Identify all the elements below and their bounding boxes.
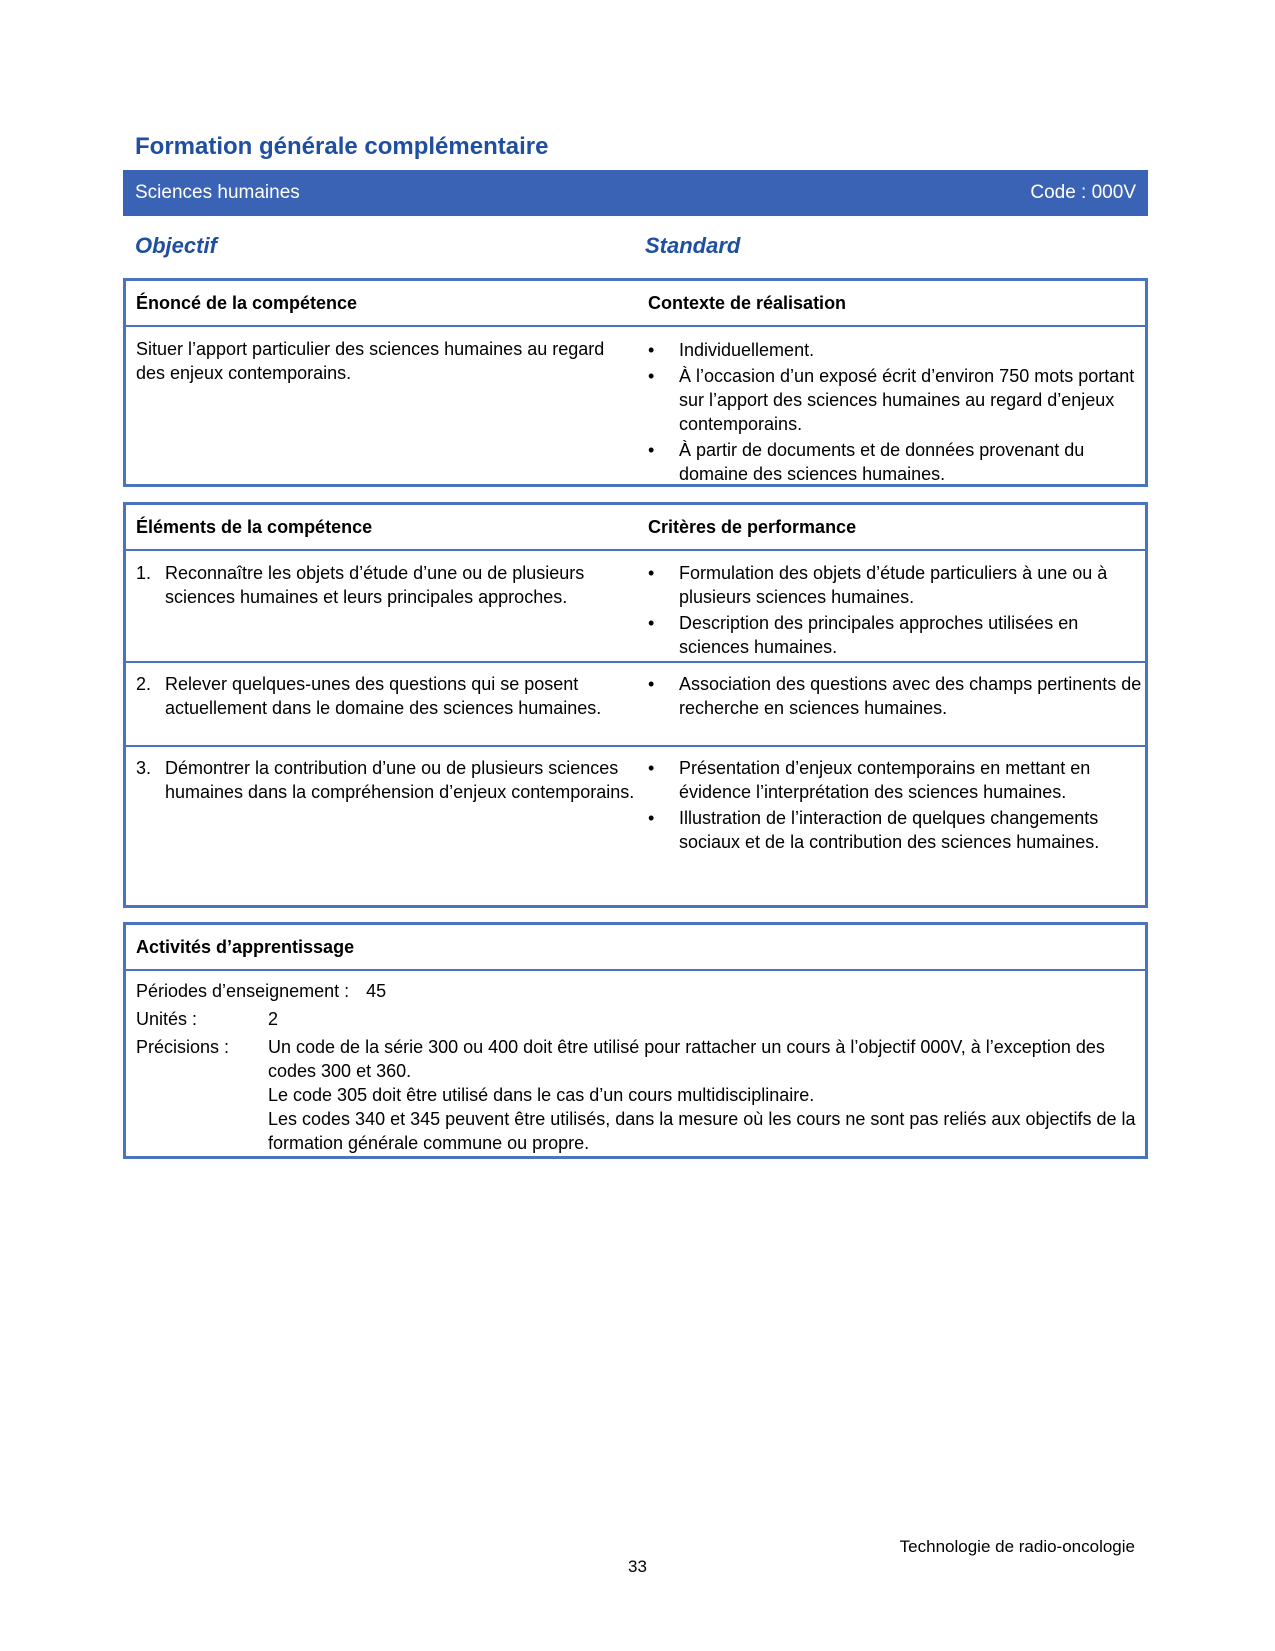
criteria-list	[648, 756, 1143, 854]
precision-item: Un code de la série 300 ou 400 doit être utilisé pour rattacher un cours à l’objectif 000V, à l’exception des codes 300 et 360.	[268, 1037, 1105, 1081]
bullet-icon: •	[648, 674, 655, 694]
context-item: • Individuellement.	[648, 340, 815, 360]
units-label: Unités :	[136, 1009, 198, 1029]
bullet-icon: •	[648, 366, 655, 386]
element-row	[126, 549, 1145, 661]
precisions-label: Précisions :	[136, 1037, 230, 1057]
bullet-icon: •	[648, 613, 655, 633]
course-code: Code : 000V	[1030, 182, 1136, 203]
competence-body-row	[126, 325, 1145, 485]
element-number: 2.	[136, 674, 152, 694]
element-row	[126, 661, 1145, 745]
criteria-item: • Illustration de l’interaction de quelques changements sociaux et de la contribution des sciences humaines.	[648, 808, 1100, 852]
precisions-text	[268, 1035, 1148, 1155]
criteria-list	[648, 561, 1143, 659]
activities-body-row	[126, 969, 1145, 1156]
criteria-item: • Description des principales approches utilisées en sciences humaines.	[648, 613, 1079, 657]
element-item	[136, 561, 645, 609]
periods-label: Périodes d’enseignement :	[136, 981, 350, 1001]
competence-header-row	[126, 281, 1145, 325]
precision-item: Le code 305 doit être utilisé dans le cas d’un cours multidisciplinaire.	[268, 1085, 815, 1105]
standard-heading: Standard	[645, 233, 741, 258]
element-text: Démontrer la contribution d’une ou de plusieurs sciences humaines dans la compréhension d’enjeux contemporains.	[165, 758, 635, 802]
criteria-list	[648, 672, 1143, 720]
criteria-item: • Association des questions avec des champs pertinents de recherche en sciences humaines.	[648, 674, 1142, 718]
bullet-icon: •	[648, 440, 655, 460]
context-header: Contexte de réalisation	[648, 293, 847, 313]
precision-item: Les codes 340 et 345 peuvent être utilisés, dans la mesure où les cours ne sont pas reliés aux objectifs de la formation générale commune ou propre.	[268, 1109, 1136, 1153]
context-list-cell	[648, 338, 1143, 488]
footer-program: Technologie de radio-oncologie	[899, 1537, 1135, 1556]
page-number: 33	[628, 1557, 647, 1576]
competence-table	[123, 278, 1148, 487]
discipline-bar	[123, 170, 1148, 216]
element-number: 1.	[136, 563, 152, 583]
context-item: • À l’occasion d’un exposé écrit d’environ 750 mots portant sur l’apport des sciences humaines au regard d’enjeux contemporains.	[648, 366, 1135, 434]
criteria-cell	[648, 756, 1143, 856]
discipline-name: Sciences humaines	[135, 182, 300, 203]
element-row	[126, 745, 1145, 905]
element-number: 3.	[136, 758, 152, 778]
elements-header-row	[126, 505, 1145, 549]
element-item	[136, 756, 645, 804]
criteria-cell	[648, 561, 1143, 661]
page-title: Formation générale complémentaire	[135, 133, 549, 160]
bullet-icon: •	[648, 563, 655, 583]
activities-header-row	[126, 925, 1145, 969]
criteria-cell	[648, 672, 1143, 722]
objective-heading: Objectif	[135, 233, 217, 258]
activities-table	[123, 922, 1148, 1159]
element-text: Reconnaître les objets d’étude d’une ou de plusieurs sciences humaines et leurs principales approches.	[165, 563, 585, 607]
competence-statement: Situer l’apport particulier des sciences humaines au regard des enjeux contemporains.	[136, 339, 605, 383]
elements-table	[123, 502, 1148, 908]
elements-header: Éléments de la compétence	[136, 517, 373, 537]
criteria-item: • Présentation d’enjeux contemporains en mettant en évidence l’interprétation des sciences humaines.	[648, 758, 1091, 802]
periods-value: 45	[366, 981, 387, 1001]
element-item	[136, 672, 645, 720]
context-list	[648, 338, 1143, 486]
bullet-icon: •	[648, 340, 655, 360]
context-item: • À partir de documents et de données provenant du domaine des sciences humaines.	[648, 440, 1085, 484]
periods-line	[136, 979, 386, 1003]
units-line	[136, 1007, 278, 1031]
criteria-header: Critères de performance	[648, 517, 857, 537]
activities-header: Activités d’apprentissage	[136, 937, 355, 957]
bullet-icon: •	[648, 808, 655, 828]
bullet-icon: •	[648, 758, 655, 778]
units-value: 2	[268, 1009, 279, 1029]
element-text: Relever quelques-unes des questions qui se posent actuellement dans le domaine des sciences humaines.	[165, 674, 602, 718]
criteria-item: • Formulation des objets d’étude particuliers à une ou à plusieurs sciences humaines.	[648, 563, 1108, 607]
competence-statement-header: Énoncé de la compétence	[136, 293, 358, 313]
